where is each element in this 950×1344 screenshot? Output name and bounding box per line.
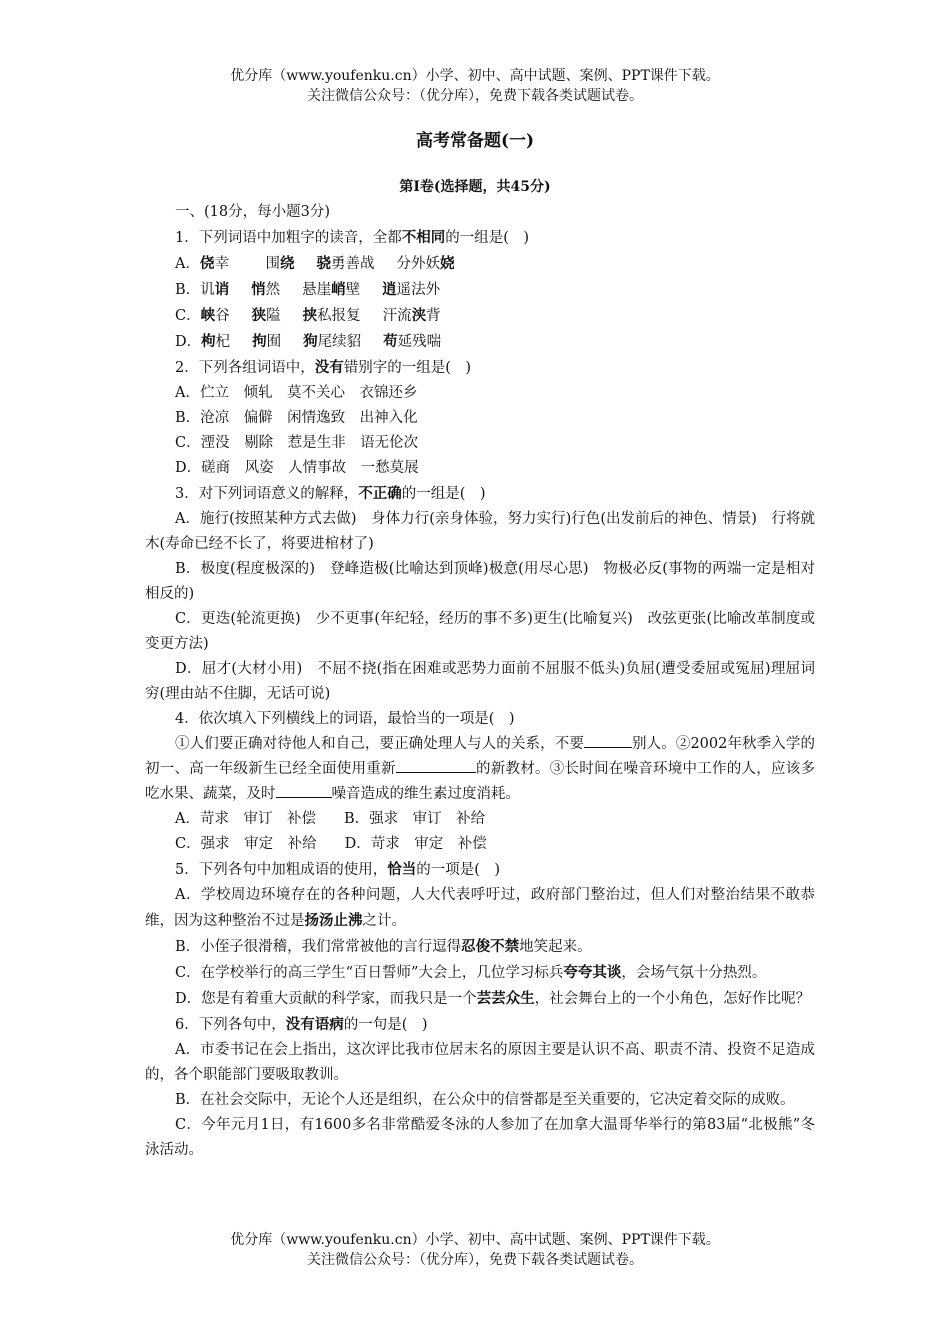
question-6-option-c: C．今年元月1日，有1600多名非常酷爱冬泳的人参加了在加拿大温哥华举行的第83届“北极熊”冬泳活动。: [145, 1117, 815, 1158]
question-3-option-c: C．更迭(轮流更换) 少不更事(年纪轻，经历的事不多)更生(比喻复兴) 改弦更张(比喻改革制度或变更方法): [145, 611, 815, 652]
question-4-option-d: D．苛求 审定 补偿: [344, 836, 487, 852]
question-5-option-d: D．您是有着重大贡献的科学家，而我只是一个芸芸众生，社会舞台上的一个小角色，怎好作比呢？: [175, 990, 811, 1007]
question-3-option-b: B．极度(程度极深的) 登峰造极(比喻达到顶峰)极意(用尽心思) 物极必反(事物的两端一定是相对相反的): [145, 561, 815, 602]
blank-3: [276, 783, 332, 798]
question-2-option-c: C．湮没 剔除 惹是生非 语无伦次: [175, 435, 419, 451]
question-5-stem: 5．下列各句中加粗成语的使用，恰当的一项是( ): [175, 861, 501, 878]
question-4-option-b: B．强求 审订 补给: [343, 811, 486, 827]
page-footer-line2: 关注微信公众号：（优分库），免费下载各类试题试卷。: [307, 1252, 643, 1268]
question-4-option-c: C．强求 审定 补给: [175, 836, 317, 852]
question-1-stem: 1．下列词语中加粗字的读音，全都不相同的一组是( ): [175, 229, 530, 246]
question-1-option-a: A．侥幸 围绕 骁勇善战 分外妖娆: [175, 255, 455, 272]
question-2-option-b: B．沧凉 偏僻 闲情逸致 出神入化: [175, 410, 418, 426]
question-5-option-c: C．在学校举行的高三学生“百日誓师”大会上，几位学习标兵夸夸其谈，会场气氛十分热烈。: [175, 964, 767, 981]
document-title: 高考常备题(一): [415, 131, 535, 151]
question-2-option-d: D．磋商 风姿 人情事故 一愁莫展: [175, 460, 419, 476]
part-title: 第Ⅰ卷(选择题，共45分): [399, 179, 551, 195]
page-header-line2: 关注微信公众号：（优分库），免费下载各类试题试卷。: [307, 88, 643, 104]
question-4-option-a: A．苛求 审订 补偿: [175, 811, 316, 827]
question-4-passage: ①人们要正确对待他人和自己，要正确处理人与人的关系，不要 别人。②2002年秋季入学的初一、高一年级新生已经全面使用重新 的新教材。③长时间在噪音环境中工作的人，应该多吃水果、蔬菜，及时 噪音造成的维生素过度消耗。: [145, 732, 815, 807]
blank-2: [396, 758, 476, 773]
question-3-option-a: A．施行(按照某种方式去做) 身体力行(亲身体验，努力实行)行色(出发前后的神色、情景) 行将就木(寿命已经不长了，将要进棺材了): [145, 511, 815, 552]
document-body: [145, 200, 815, 1163]
section-heading: 一、(18分，每小题3分): [175, 204, 330, 220]
question-1-option-d: D．枸杞 拘囿 狗尾续貂 苟延残喘: [175, 333, 442, 350]
page-header-line1: 优分库（www.youfenku.cn）小学、初中、高中试题、案例、PPT课件下载。: [230, 68, 720, 84]
question-4-stem: 4．依次填入下列横线上的词语，最恰当的一项是( ): [175, 711, 515, 727]
question-1-option-b: B．讥诮 悄然 悬崖峭壁 逍遥法外: [175, 281, 441, 298]
page-footer-line1: 优分库（www.youfenku.cn）小学、初中、高中试题、案例、PPT课件下载。: [230, 1232, 720, 1248]
blank-1: [584, 733, 632, 748]
question-6-option-b: B．在社会交际中，无论个人还是组织，在公众中的信誉都是至关重要的，它决定着交际的成败。: [175, 1092, 795, 1108]
question-2-stem: 2．下列各组词语中，没有错别字的一组是( ): [175, 359, 472, 376]
question-1-option-c: C．峡谷 狭隘 挟私报复 汗流浃背: [175, 307, 441, 324]
question-3-stem: 3．对下列词语意义的解释，不正确的一组是( ): [175, 485, 486, 502]
question-5-option-a: A．学校周边环境存在的各种问题，人大代表呼吁过，政府部门整治过，但人们对整治结果不敢恭维，因为这种整治不过是扬汤止沸之计。: [145, 887, 815, 929]
question-6-option-a: A．市委书记在会上指出，这次评比我市位居末名的原因主要是认识不高、职责不清、投资不足造成的，各个职能部门要吸取教训。: [145, 1042, 815, 1083]
question-4-options-row1: [145, 807, 815, 832]
question-6-stem: 6．下列各句中，没有语病的一句是( ): [175, 1016, 428, 1033]
question-4-options-row2: [145, 832, 815, 857]
question-2-option-a: A．伫立 倾轧 莫不关心 衣锦还乡: [175, 385, 418, 401]
question-5-option-b: B．小侄子很滑稽，我们常常被他的言行逗得忍俊不禁地笑起来。: [175, 938, 592, 955]
question-3-option-d: D．屈才(大材小用) 不屈不挠(指在困难或恶势力面前不屈服不低头)负屈(遭受委屈或冤屈)理屈词穷(理由站不住脚，无话可说): [145, 661, 815, 702]
